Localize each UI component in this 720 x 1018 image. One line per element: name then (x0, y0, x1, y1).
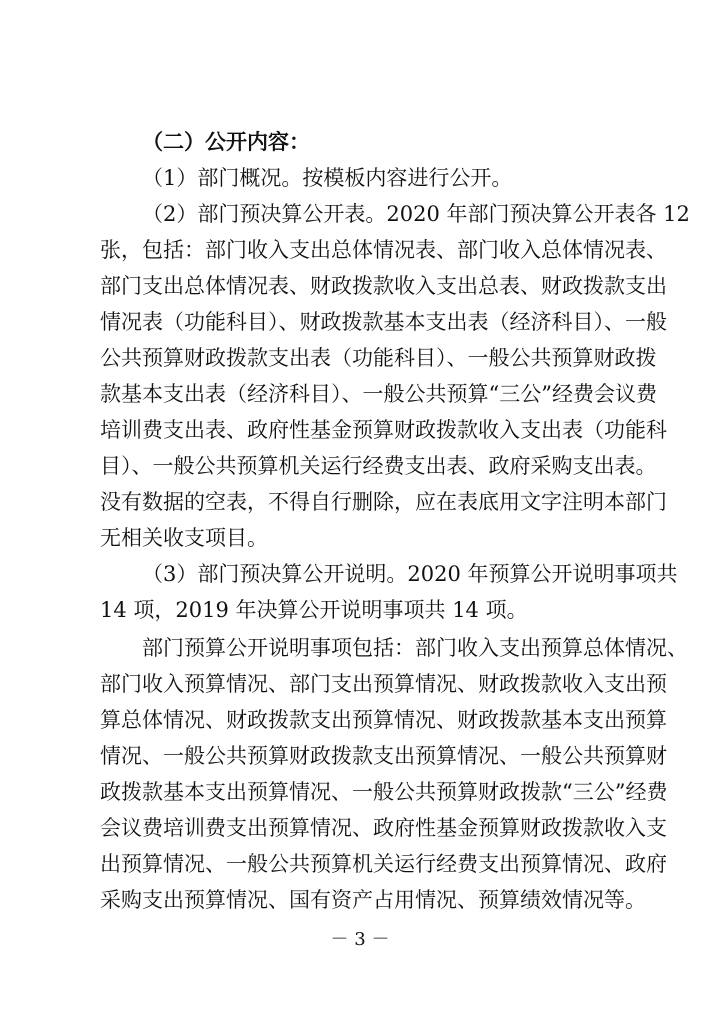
item-2-line-8: 目）、一般公共预算机关运行经费支出表、政府采购支出表。 (100, 454, 657, 478)
item-2-line-2: 张，包括：部门收入支出总体情况表、部门收入总体情况表、 (100, 238, 667, 262)
budget-items-line-8: 采购支出预算情况、国有资产占用情况、预算绩效情况等。 (100, 888, 646, 912)
budget-items-line-1: 部门预算公开说明事项包括：部门收入支出预算总体情况、 (142, 636, 688, 660)
budget-items-line-4: 情况、一般公共预算财政拨款支出预算情况、一般公共预算财 (100, 744, 667, 768)
budget-items-line-7: 出预算情况、一般公共预算机关运行经费支出预算情况、政府 (100, 852, 667, 876)
section-heading: （二）公开内容： (142, 129, 310, 154)
item-2-line-7: 培训费支出表、政府性基金预算财政拨款收入支出表（功能科 (100, 418, 667, 442)
budget-items-line-2: 部门收入预算情况、部门支出预算情况、财政拨款收入支出预 (100, 672, 667, 696)
item-2-line-5: 公共预算财政拨款支出表（功能科目）、一般公共预算财政拨 (100, 346, 657, 370)
item-2-line-10: 无相关收支项目。 (100, 526, 268, 550)
budget-items-line-6: 会议费培训费支出预算情况、政府性基金预算财政拨款收入支 (100, 816, 667, 840)
budget-items-line-3: 算总体情况、财政拨款支出预算情况、财政拨款基本支出预算 (100, 708, 667, 732)
item-3-line-1: （3）部门预决算公开说明。2020 年预算公开说明事项共 (142, 562, 678, 586)
item-2-line-1: （2）部门预决算公开表。2020 年部门预决算公开表各 12 (142, 202, 690, 226)
budget-items-line-5: 政拨款基本支出预算情况、一般公共预算财政拨款“三公”经费 (100, 780, 668, 804)
item-2-line-4: 情况表（功能科目）、财政拨款基本支出表（经济科目）、一般 (100, 310, 667, 334)
item-2-line-3: 部门支出总体情况表、财政拨款收入支出总表、财政拨款支出 (100, 274, 667, 298)
item-2-line-6: 款基本支出表（经济科目）、一般公共预算“三公”经费会议费 (100, 382, 657, 406)
item-1-line-1: （1）部门概况。按模板内容进行公开。 (142, 166, 513, 190)
page-number: － 3 － (330, 929, 390, 950)
item-2-line-9: 没有数据的空表，不得自行删除，应在表底用文字注明本部门 (100, 490, 667, 514)
item-3-line-2: 14 项，2019 年决算公开说明事项共 14 项。 (100, 598, 528, 622)
